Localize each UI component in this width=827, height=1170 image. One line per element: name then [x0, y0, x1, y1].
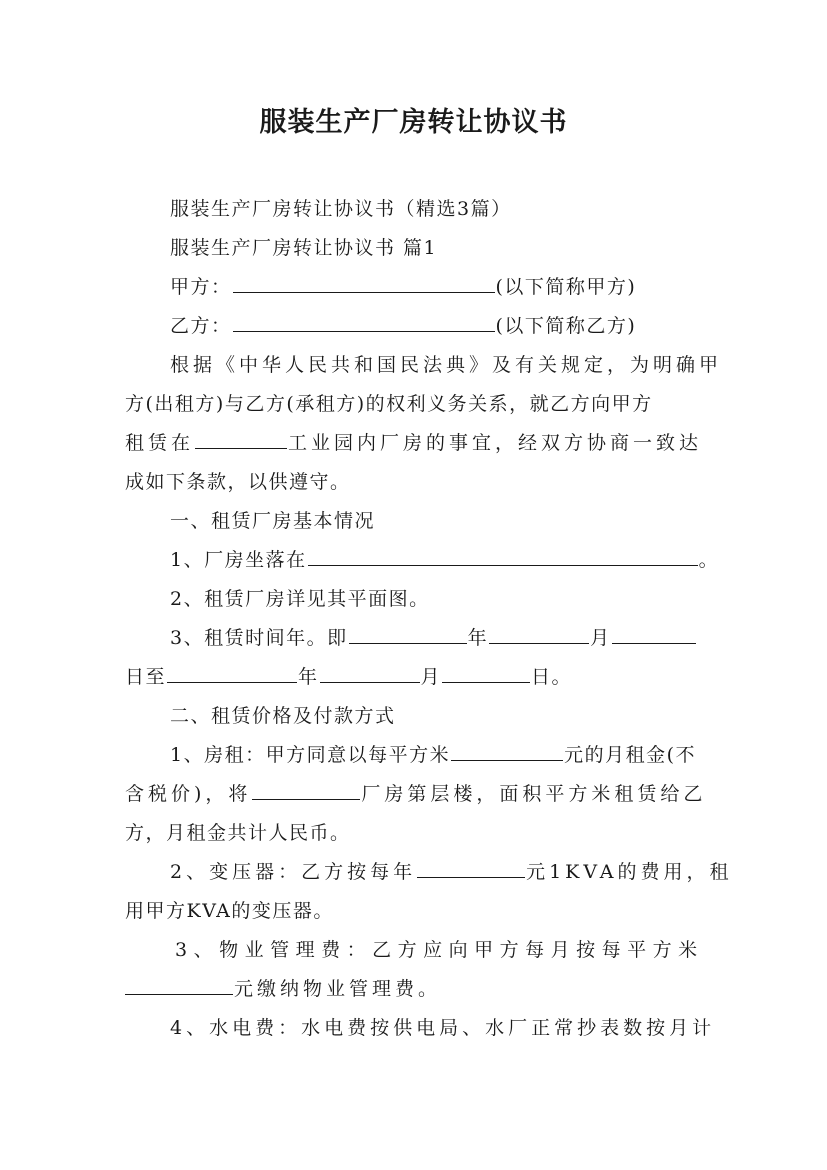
party-a-label: 甲方：	[170, 276, 232, 298]
subtitle-line: 服装生产厂房转让协议书（精选3篇）	[170, 198, 512, 220]
clause-line: 日至 年 月 日。	[125, 666, 573, 688]
party-b-line	[125, 307, 710, 346]
party-a-note: (以下简称甲方)	[495, 276, 637, 298]
blank-line	[233, 291, 495, 293]
blank-line	[417, 876, 525, 878]
clause-line: 1、厂房坐落在 。	[170, 549, 720, 571]
clause-line: 方，月租金共计人民币。	[125, 822, 351, 844]
clause-line: 2、租赁厂房详见其平面图。	[170, 588, 430, 610]
paragraph-line: 方(出租方)与乙方(承租方)的权利义务关系，就乙方向甲方	[125, 393, 653, 415]
clause-line: 含税价)，将 厂房第层楼，面积平方米租赁给乙	[125, 783, 707, 805]
clause-line: 3、物业管理费：乙方应向甲方每月按每平方米	[175, 939, 704, 961]
blank-line	[612, 642, 696, 644]
clause-line: 4、水电费：水电费按供电局、水厂正常抄表数按月计	[170, 1017, 716, 1039]
party-b-note: (以下简称乙方)	[495, 315, 637, 337]
clause-line: 3、租赁时间年。即 年 月	[125, 619, 710, 658]
clause-line: 元缴纳物业管理费。	[125, 970, 710, 1009]
blank-line	[442, 681, 530, 683]
blank-line	[349, 642, 467, 644]
clause-heading: 一、租赁厂房基本情况	[170, 510, 376, 532]
clause-line: 用甲方KVA的变压器。	[125, 900, 334, 922]
blank-line	[489, 642, 589, 644]
clause-heading: 二、租赁价格及付款方式	[170, 705, 396, 727]
paragraph-line: 租赁在 工业园内厂房的事宜，经双方协商一致达	[125, 432, 703, 454]
blank-line	[233, 330, 495, 332]
blank-line	[320, 681, 420, 683]
document-title: 服装生产厂房转让协议书	[259, 107, 568, 138]
blank-line	[252, 798, 360, 800]
party-b-label: 乙方：	[170, 315, 232, 337]
party-a-line	[125, 268, 710, 307]
blank-line	[167, 681, 297, 683]
blank-line	[451, 759, 563, 761]
clause-line: 2、变压器：乙方按每年 元1KVA的费用，租	[170, 861, 733, 883]
clause-line: 1、房租：甲方同意以每平方米 元的月租金(不	[170, 744, 697, 766]
document-body	[125, 190, 733, 1048]
blank-line	[125, 993, 233, 995]
blank-line	[195, 447, 287, 449]
section-heading: 服装生产厂房转让协议书 篇1	[170, 237, 438, 259]
paragraph-line: 根据《中华人民共和国民法典》及有关规定，为明确甲	[170, 354, 723, 376]
paragraph-line: 成如下条款，以供遵守。	[125, 471, 351, 493]
blank-line	[308, 564, 698, 566]
